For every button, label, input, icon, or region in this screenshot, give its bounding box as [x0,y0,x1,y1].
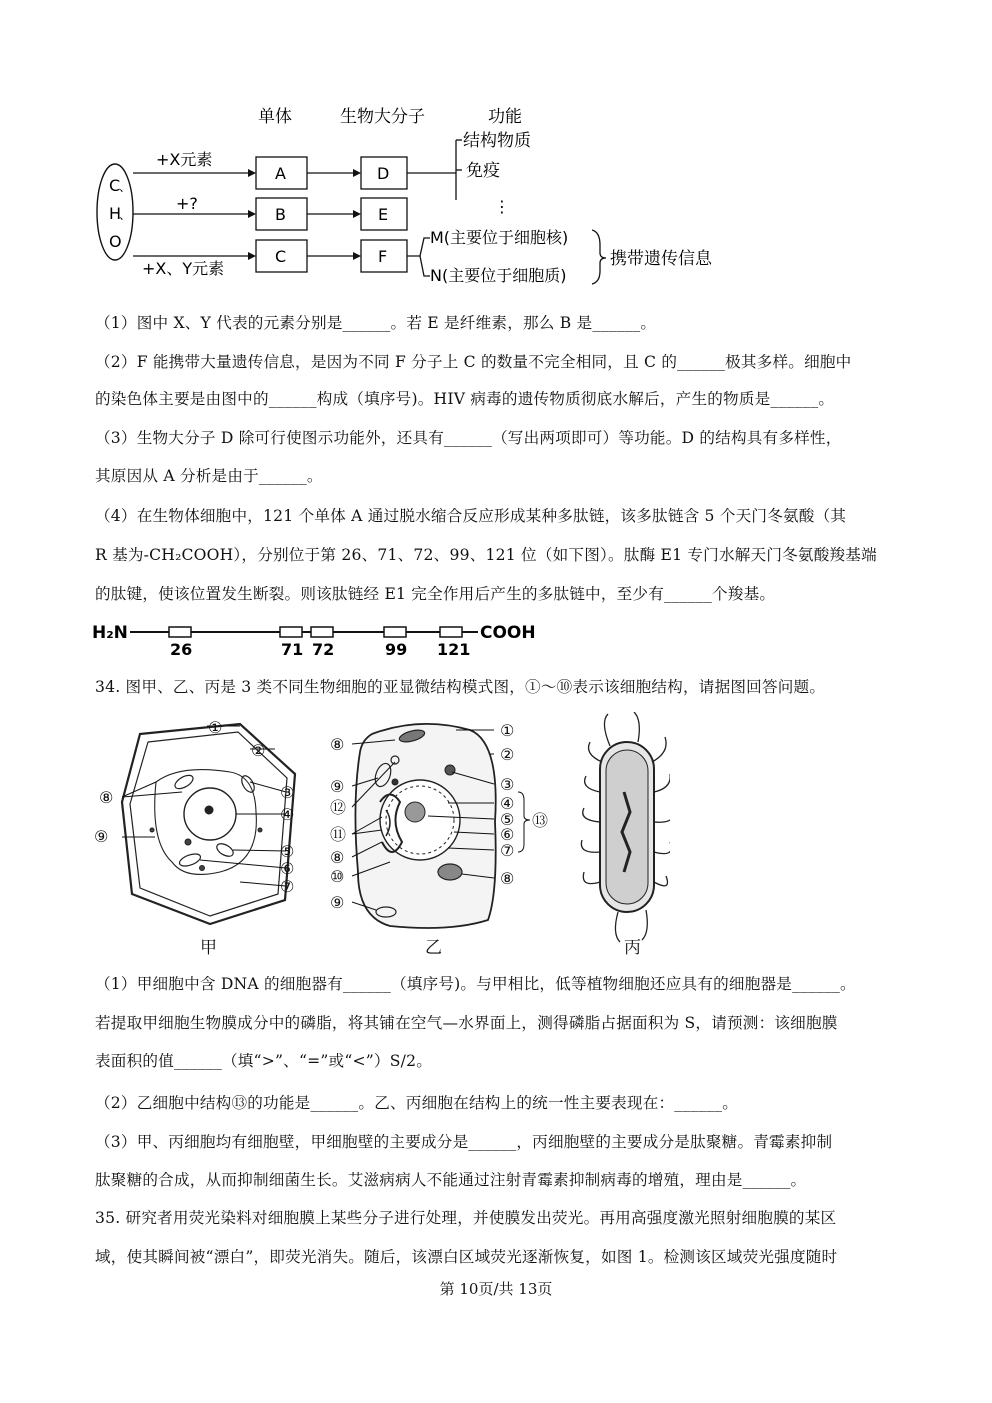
cell-b-label-10: ⑩ [330,867,345,886]
q33-line-6: （4）在生物体细胞中，121 个单体 A 通过脱水缩合反应形成某种多肽链，该多肽链含 5 个天门冬氨酸（其 [95,507,847,525]
sep-1: 、 [119,180,132,194]
q34-line-4: （2）乙细胞中结构⑬的功能是______。乙、丙细胞在结构上的统一性主要表现在：______。 [95,1094,739,1112]
cell-a-label-8: ⑧ [99,788,114,807]
cell-b-label-1: ① [500,721,515,740]
function-ellipsis: ⋮ [494,197,510,216]
q34-line-2: 若提取甲细胞生物膜成分中的磷脂，将其铺在空气—水界面上，测得磷脂占据面积为 S，请预测：该细胞膜 [95,1014,838,1032]
position-99: 99 [385,640,408,658]
cell-b-label-13: ⑬ [532,811,549,830]
element-c: C [109,176,121,195]
q34-line-6: 肽聚糖的合成，从而抑制细菌生长。艾滋病病人不能通过注射青霉素抑制病毒的增殖，理由是______。 [95,1171,807,1189]
position-71: 71 [281,640,304,658]
peptide-chain-figure [90,618,550,658]
residue-71-box [280,627,302,637]
q35-line-2: 域，使其瞬间被“漂白”，即荧光消失。随后，该漂白区域荧光逐渐恢复，如图 1。检测该区域荧光强度随时 [95,1248,838,1266]
q34-stem: 34. 图甲、乙、丙是 3 类不同生物细胞的亚显微结构模式图，①～⑩表示该细胞结构，请据图回答问题。 [95,678,826,696]
peptide-c-terminus: COOH [480,623,536,643]
cell-b-label-7: ⑦ [500,841,515,860]
cell-a-label-2: ② [251,741,266,760]
header-function: 功能 [488,107,522,127]
cell-b-label-5: ⑤ [500,810,515,829]
box-e: E [378,205,389,224]
q33-line-5: 其原因从 A 分析是由于______。 [95,467,323,485]
cell-a-label-4: ④ [280,805,295,824]
box-d: D [377,164,390,183]
cell-a-label-9: ⑨ [94,827,109,846]
q33-line-7: R 基为-CH₂COOH），分别位于第 26、71、72、99、121 位（如下图）。肽酶 E1 专门水解天门冬氨酸羧基端 [95,546,877,564]
cell-a-label-5: ⑤ [280,842,295,861]
page-footer: 第 10页/共 13页 [439,1280,553,1298]
cell-a-label-1: ① [208,718,223,737]
biomolecule-flow-diagram [90,100,750,300]
cell-a-label-3: ③ [280,783,295,802]
q33-line-3: 的染色体主要是由图中的______构成（填序号)。HIV 病毒的遗传物质彻底水解后，产生的物质是______。 [95,390,835,408]
residue-72-box [311,627,333,637]
box-f: F [378,247,388,266]
q33-line-1: （1）图中 X、Y 代表的元素分别是______。若 E 是纤维素，那么 B 是______。 [95,314,657,332]
position-26: 26 [170,640,193,658]
bacterium-diagram [581,712,670,942]
cell-b-label-12: ⑫ [330,798,347,817]
cell-caption-b: 乙 [425,938,442,958]
position-72: 72 [312,640,335,658]
arrow-label-unknown: +? [176,194,198,213]
q34-line-1: （1）甲细胞中含 DNA 的细胞器有______（填序号)。与甲相比，低等植物细胞还应具有的细胞器是______。 [95,975,856,993]
sep-2: 、 [119,208,132,222]
cell-figures [90,712,670,962]
cell-b-label-9: ⑨ [330,777,345,796]
nucleic-n: N(主要位于细胞质) [430,266,567,285]
q34-line-5: （3）甲、丙细胞均有细胞壁，甲细胞壁的主要成分是______，丙细胞壁的主要成分是肽聚糖。青霉素抑制 [95,1133,833,1151]
box-c: C [275,247,287,266]
arrow-label-x: +X元素 [156,150,213,169]
function-immunity: 免疫 [466,161,500,181]
q33-line-4: （3）生物大分子 D 除可行使图示功能外，还具有______（写出两项即可）等功能。D 的结构具有多样性， [95,429,842,447]
q35-line-1: 35. 研究者用荧光染料对细胞膜上某些分子进行处理，并使膜发出荧光。再用高强度激光照射细胞膜的某区 [95,1209,837,1227]
residue-26-box [169,627,191,637]
cell-b-label-4: ④ [500,794,515,813]
q34-line-3: 表面积的值______（填“>”、“=”或“<”）S/2。 [95,1052,432,1070]
cell-caption-a: 甲 [200,938,217,958]
cell-caption-c: 丙 [624,938,641,958]
cell-b-label-6: ⑥ [500,825,515,844]
peptide-n-terminus: H₂N [92,623,128,643]
box-b: B [275,205,286,224]
position-121: 121 [437,640,471,658]
residue-99-box [384,627,406,637]
element-h: H [109,204,122,223]
box-a: A [275,164,286,183]
element-o: O [109,232,122,251]
cell-b-label-8-right: ⑧ [500,869,515,888]
header-monomer: 单体 [258,107,292,127]
cell-a-label-7: ⑦ [280,877,295,896]
function-structure: 结构物质 [463,131,531,151]
carry-genetic-info: 携带遗传信息 [610,249,712,269]
cell-b-label-3: ③ [500,775,515,794]
q33-line-2: （2）F 能携带大量遗传信息，是因为不同 F 分子上 C 的数量不完全相同，且 C 的______极其多样。细胞中 [95,353,852,371]
cell-a-label-6: ⑥ [280,859,295,878]
cell-b-label-9-lower: ⑨ [330,893,345,912]
cell-b-label-11: ⑪ [330,825,347,844]
arrow-label-xy: +X、Y元素 [142,259,225,278]
plant-cell-diagram [122,724,295,924]
header-macromolecule: 生物大分子 [340,107,425,127]
cell-b-label-8-lower: ⑧ [330,848,345,867]
cell-b-label-2: ② [500,745,515,764]
q33-line-8: 的肽键，使该位置发生断裂。则该肽链经 E1 完全作用后产生的多肽链中，至少有______个羧基。 [95,585,776,603]
nucleic-m: M(主要位于细胞核) [430,228,569,247]
residue-121-box [440,627,462,637]
cell-b-label-8: ⑧ [330,735,345,754]
